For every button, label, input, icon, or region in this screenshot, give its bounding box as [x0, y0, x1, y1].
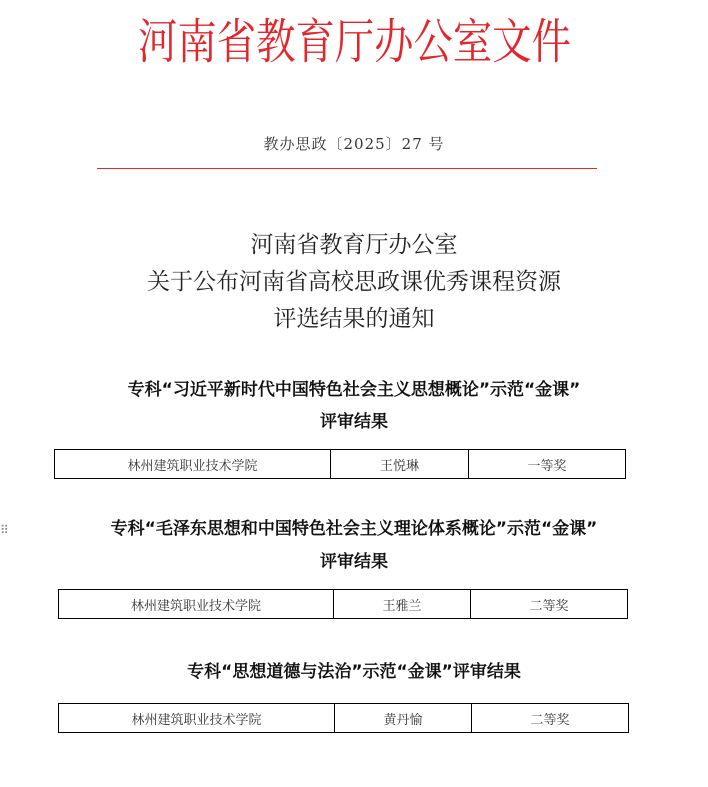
teacher-cell: 黄丹愉 [335, 704, 472, 733]
drag-handle-icon[interactable]: ⠿ [0, 523, 9, 537]
section-3-result-table [58, 703, 629, 733]
section-2-title-line-1: 专科“毛泽东思想和中国特色社会主义理论体系概论”示范“金课” [110, 519, 598, 539]
award-cell: 二等奖 [471, 590, 628, 619]
school-cell: 林州建筑职业技术学院 [55, 450, 331, 479]
table-row [55, 450, 626, 479]
school-cell: 林州建筑职业技术学院 [59, 590, 334, 619]
section-3-title: 专科“思想道德与法治”示范“金课”评审结果 [187, 662, 521, 682]
notice-title-line-1: 河南省教育厅办公室 [250, 232, 458, 258]
school-cell: 林州建筑职业技术学院 [59, 704, 335, 733]
document-number: 教办思政〔2025〕27 号 [263, 135, 445, 153]
notice-title-line-3: 评选结果的通知 [273, 306, 435, 332]
section-2-title-line-2: 评审结果 [320, 552, 388, 572]
notice-title-line-2: 关于公布河南省高校思政课优秀课程资源 [147, 269, 561, 295]
section-2-result-table [58, 589, 628, 619]
table-row [59, 590, 628, 619]
section-1-title-line-1: 专科“习近平新时代中国特色社会主义思想概论”示范“金课” [127, 380, 581, 400]
header-divider [97, 168, 597, 169]
teacher-cell: 王雅兰 [334, 590, 471, 619]
table-row [59, 704, 629, 733]
award-cell: 二等奖 [472, 704, 629, 733]
teacher-cell: 王悦琳 [331, 450, 469, 479]
section-1-result-table [54, 449, 626, 479]
document-header-title: 河南省教育厅办公室文件 [138, 14, 571, 70]
award-cell: 一等奖 [469, 450, 626, 479]
section-1-title-line-2: 评审结果 [320, 412, 388, 432]
